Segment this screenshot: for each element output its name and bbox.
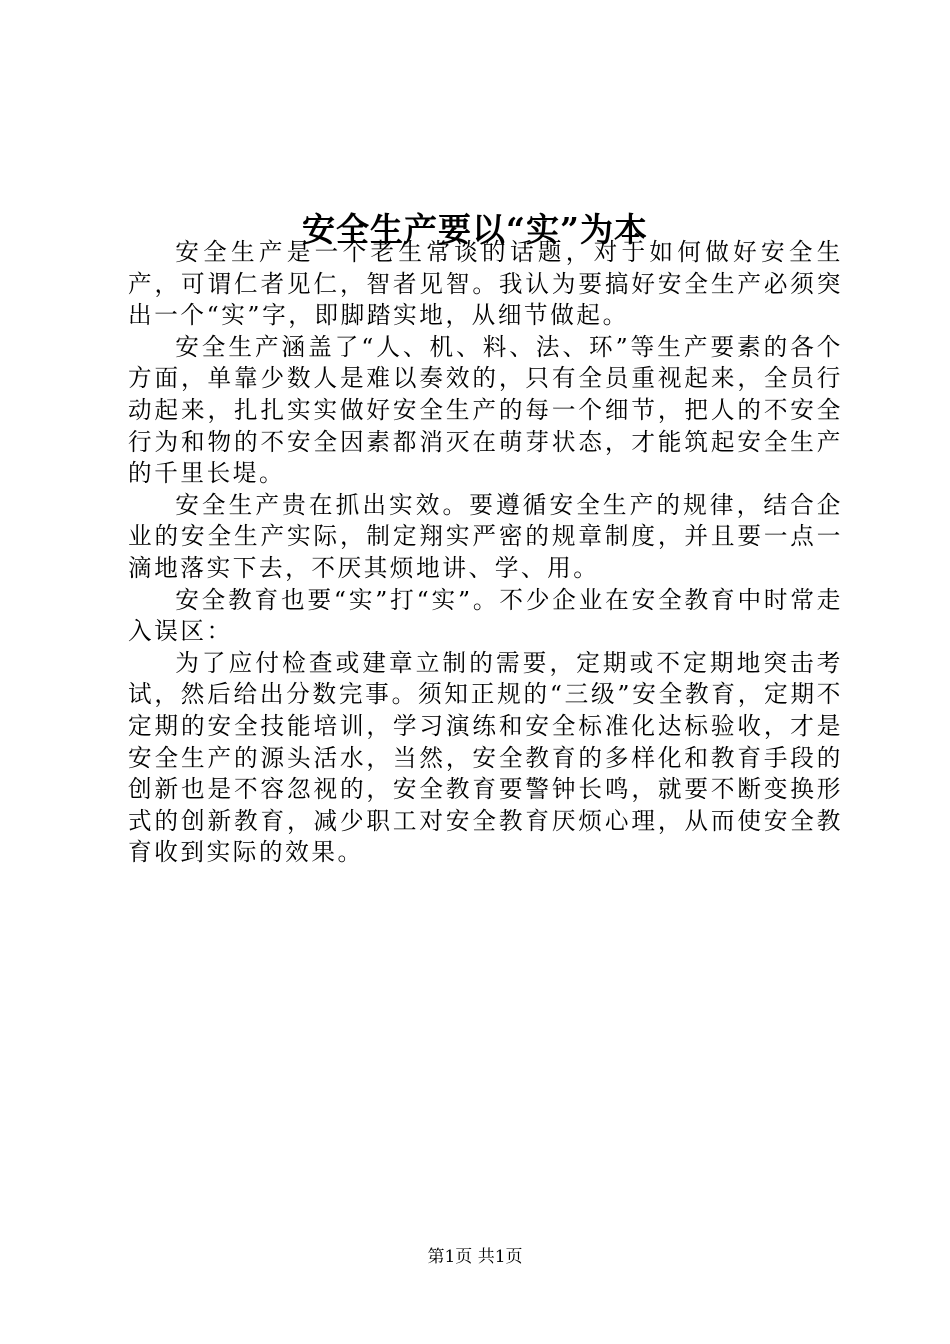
paragraph-1: 安全生产是一个老生常谈的话题，对于如何做好安全生产，可谓仁者见仁，智者见智。我认为要搞好安全生产必须突出一个“实”字，即脚踏实地，从细节做起。 bbox=[128, 238, 843, 330]
page-footer: 第1页 共1页 bbox=[427, 1247, 523, 1267]
paragraph-3: 安全生产贵在抓出实效。要遵循安全生产的规律，结合企业的安全生产实际，制定翔实严密的规章制度，并且要一点一滴地落实下去，不厌其烦地讲、学、用。 bbox=[128, 490, 843, 582]
document-body bbox=[128, 237, 843, 869]
paragraph-4: 安全教育也要“实”打“实”。不少企业在安全教育中时常走入误区： bbox=[128, 585, 843, 646]
paragraph-5: 为了应付检查或建章立制的需要，定期或不定期地突击考试，然后给出分数完事。须知正规的“三级”安全教育，定期不定期的安全技能培训，学习演练和安全标准化达标验收，才是安全生产的源头活水，当然，安全教育的多样化和教育手段的创新也是不容忽视的，安全教育要警钟长鸣，就要不断变换形式的创新教育，减少职工对安全教育厌烦心理，从而使安全教育收到实际的效果。 bbox=[128, 648, 843, 867]
paragraph-2: 安全生产涵盖了“人、机、料、法、环”等生产要素的各个方面，单靠少数人是难以奏效的，只有全员重视起来，全员行动起来，扎扎实实做好安全生产的每一个细节，把人的不安全行为和物的不安全因素都消灭在萌芽状态，才能筑起安全生产的千里长堤。 bbox=[128, 332, 843, 488]
document-title: 安全生产要以“实”为本 bbox=[302, 210, 648, 250]
